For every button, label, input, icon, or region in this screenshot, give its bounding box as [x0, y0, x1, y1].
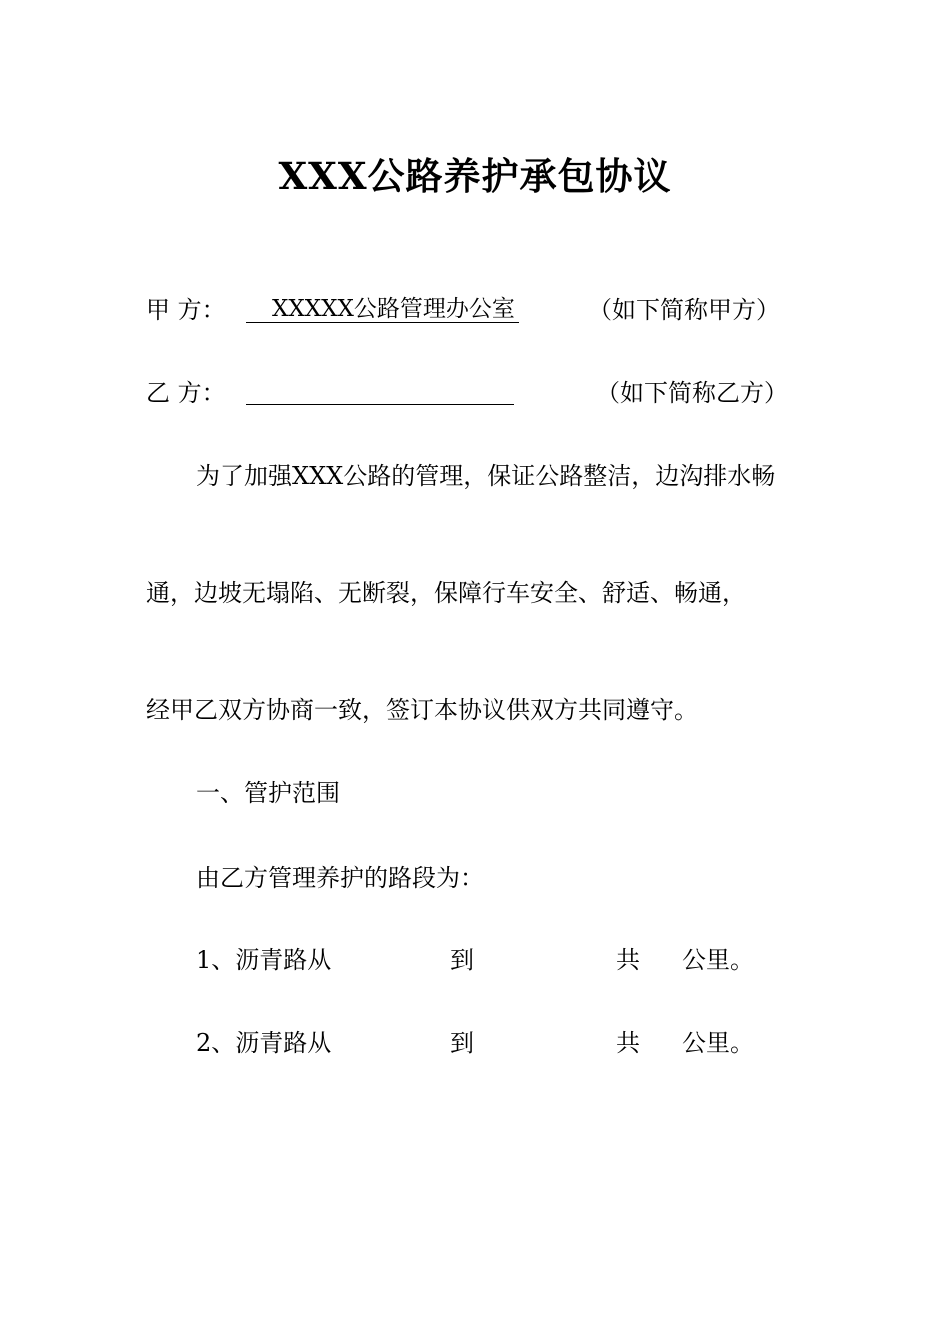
- intro-line-2: 通，边坡无塌陷、无断裂，保障行车安全、舒适、畅通，: [146, 579, 746, 607]
- road-item-1-to: 到: [450, 946, 474, 974]
- road-item-1-total: 共: [616, 946, 640, 974]
- road-item-1-unit: 公里。: [682, 946, 754, 974]
- road-item-2-to: 到: [450, 1029, 474, 1057]
- document-title: XXX公路养护承包协议: [278, 154, 672, 198]
- road-item-2-unit: 公里。: [682, 1029, 754, 1057]
- party-a-value: XXXXX公路管理办公室: [272, 296, 515, 322]
- section-1-heading: 一、管护范围: [196, 779, 340, 807]
- road-item-2-prefix: 2、沥青路从: [196, 1029, 332, 1057]
- road-item-2-total: 共: [616, 1029, 640, 1057]
- intro-line-1: 为了加强XXX公路的管理，保证公路整洁，边沟排水畅: [196, 462, 776, 490]
- section-1-lead: 由乙方管理养护的路段为：: [196, 864, 484, 892]
- road-item-1-prefix: 1、沥青路从: [196, 946, 332, 974]
- party-a-label: 甲 方：: [146, 296, 226, 324]
- party-b-label: 乙 方：: [146, 379, 226, 407]
- party-b-underline: [246, 378, 514, 405]
- party-a-note: （如下简称甲方）: [588, 296, 780, 324]
- intro-line-3: 经甲乙双方协商一致，签订本协议供双方共同遵守。: [146, 696, 698, 724]
- party-b-note: （如下简称乙方）: [596, 379, 788, 407]
